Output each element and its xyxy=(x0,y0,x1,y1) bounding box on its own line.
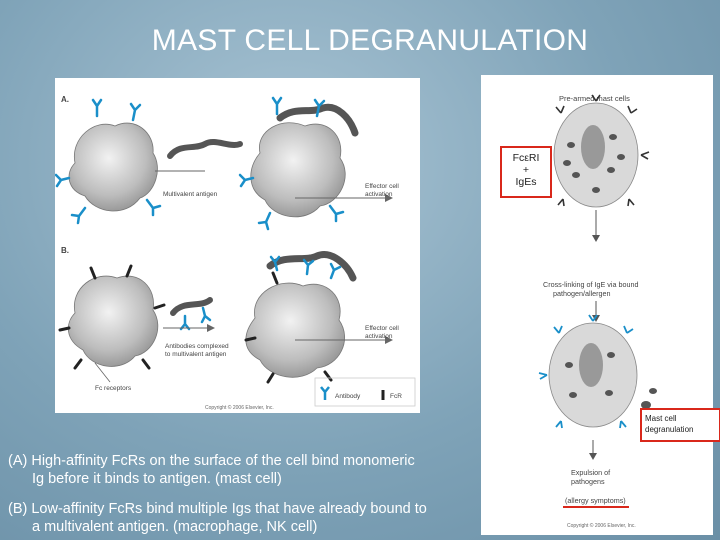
crosslink-line2: pathogen/allergen xyxy=(553,289,611,298)
caption-a-line1: (A) High-affinity FcRs on the surface of the cell bind monomeric xyxy=(8,453,415,469)
fc-box-line2: + xyxy=(522,164,530,176)
nucleus-top xyxy=(581,125,605,169)
cell-b-left xyxy=(68,276,158,366)
cell-a-left xyxy=(69,123,157,211)
degran-line2: degranulation xyxy=(645,425,694,434)
effector-b-line2: activation xyxy=(365,333,393,340)
effector-a-line2: activation xyxy=(365,191,393,198)
antibody-legend-icon xyxy=(321,387,329,400)
caption-b xyxy=(8,500,478,536)
effector-b-line1: Effector cell xyxy=(365,325,399,332)
right-copyright: Copyright © 2006 Elsevier, Inc. xyxy=(567,523,636,529)
caption-a xyxy=(8,452,478,488)
crosslink-line1: Cross-linking of IgE via bound xyxy=(543,280,639,289)
degranulation-callout xyxy=(640,408,720,442)
slide-title: MAST CELL DEGRANULATION xyxy=(151,24,589,57)
left-copyright: Copyright © 2006 Elsevier, Inc. xyxy=(205,405,274,411)
preamed-label: Pre-armed mast cells xyxy=(559,94,630,103)
multivalent-antigen-label: Multivalent antigen xyxy=(163,191,218,198)
antibodies-line2: to multivalent antigen xyxy=(165,351,227,358)
panel-b-label: B. xyxy=(61,246,69,255)
expulsion-line2: pathogens xyxy=(571,477,605,486)
fc-box-line1: FcεRI xyxy=(512,152,540,164)
expulsion-line1: Expulsion of xyxy=(571,468,611,477)
expulsion-line3: (allergy symptoms) xyxy=(565,496,626,505)
cell-b-right xyxy=(246,283,345,377)
caption-b-line1: (B) Low-affinity FcRs bind multiple Igs that have already bound to xyxy=(8,501,427,517)
fc-box-line3: IgEs xyxy=(515,176,537,188)
fc-receptors-label: Fc receptors xyxy=(95,385,132,392)
degran-line1: Mast cell xyxy=(645,414,677,423)
mast-cell-diagram xyxy=(481,75,713,535)
antigen-a xyxy=(170,142,240,156)
legend-antibody-label: Antibody xyxy=(335,393,361,400)
fc-ige-callout xyxy=(500,146,552,198)
panel-a-label: A. xyxy=(61,95,69,104)
effector-a-line1: Effector cell xyxy=(365,183,399,190)
fc-receptor-diagram xyxy=(55,78,420,413)
nucleus-bottom xyxy=(579,343,603,387)
caption-b-line2: a multivalent antigen. (macrophage, NK cell) xyxy=(32,519,318,535)
caption-a-line2: Ig before it binds to antigen. (mast cell) xyxy=(32,471,282,487)
right-figure-panel xyxy=(481,75,713,535)
legend-box xyxy=(315,378,415,406)
left-figure-panel xyxy=(55,78,420,413)
antibodies-line1: Antibodies complexed xyxy=(165,343,229,350)
cell-a-right xyxy=(251,123,345,217)
legend-fcr-label: FcR xyxy=(390,393,402,400)
